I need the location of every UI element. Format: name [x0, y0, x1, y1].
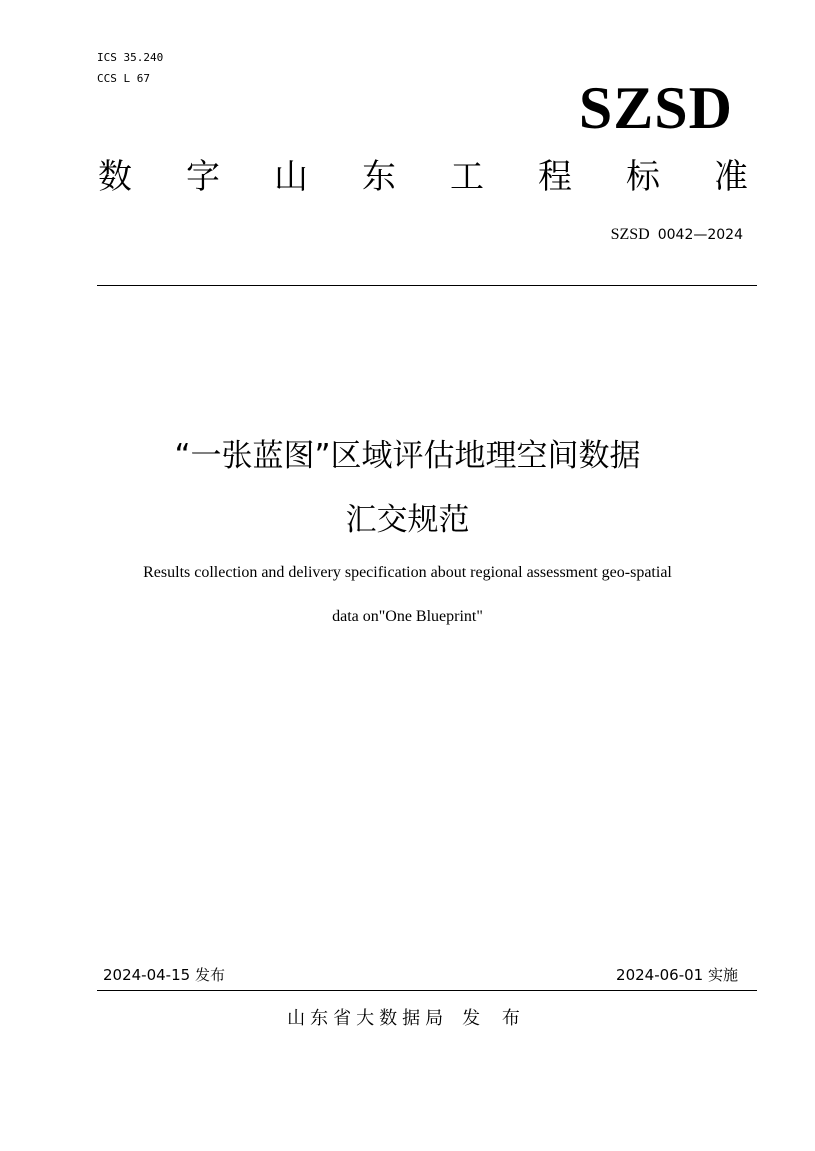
bottom-divider [97, 990, 757, 991]
ccs-code: CCS L 67 [97, 72, 150, 85]
category-char: 准 [714, 157, 748, 197]
category-char: 东 [362, 157, 396, 197]
standard-logo: SZSD [578, 75, 733, 141]
standard-number-year: 0042—2024 [657, 227, 743, 243]
title-zh-line1: “一张蓝图”区域评估地理空间数据 [174, 438, 641, 474]
category-char: 字 [186, 157, 220, 197]
title-en-line2: data on"One Blueprint" [332, 608, 483, 625]
title-en-line1: Results collection and delivery specification about regional assessment geo-spatial [143, 564, 672, 581]
publisher-name: 山东省大数据局 [287, 1008, 449, 1029]
implementation-date: 2024-06-01 实施 [616, 966, 738, 984]
publisher-suffix: 发 布 [462, 1008, 528, 1029]
category-char: 工 [450, 157, 484, 197]
standard-category [98, 157, 748, 197]
standard-number [611, 226, 743, 244]
title-zh-line2: 汇交规范 [345, 502, 470, 538]
ics-code: ICS 35.240 [97, 51, 164, 64]
top-divider [97, 285, 757, 286]
issue-date: 2024-04-15 发布 [103, 966, 225, 984]
category-char: 程 [538, 157, 572, 197]
category-char: 数 [98, 157, 132, 197]
publisher-line [0, 1007, 815, 1031]
category-char: 山 [274, 157, 308, 197]
category-char: 标 [626, 157, 660, 197]
standard-code: SZSD [610, 226, 650, 243]
